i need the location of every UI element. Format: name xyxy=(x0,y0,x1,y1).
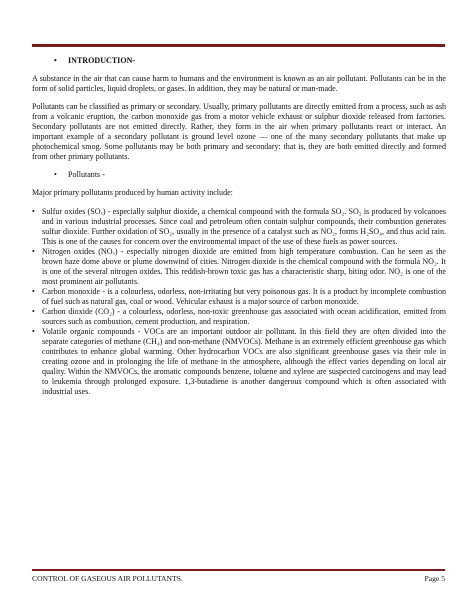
list-item xyxy=(32,247,446,287)
list-item-text: Carbon dioxide (CO₂) - a colourless, odorless, non-toxic greenhouse gas associated with ocean acidification, emitted from sources such as combustion, cement production, and respiration. xyxy=(42,306,446,327)
footer-divider xyxy=(32,569,445,571)
page-footer xyxy=(32,574,445,583)
bullet-icon: • xyxy=(32,306,35,316)
list-item-text: Nitrogen oxides (NOₓ) - especially nitrogen dioxide are emitted from high temperature combustion. Can be seen as the brown haze dome above or plume downwind of cities. Nitrogen dioxide is the chemical compound with the formula NO₂. It is one of the several nitrogen oxides. This reddish-brown toxic gas has a characteristic sharp, biting odor. NO₂ is one of the most prominent air pollutants. xyxy=(42,246,446,286)
pollutant-list xyxy=(32,207,446,398)
heading-text: INTRODUCTION- xyxy=(68,56,136,65)
bullet-icon: • xyxy=(32,327,35,337)
footer-title: CONTROL OF GASEOUS AIR POLLUTANTS. xyxy=(32,574,183,583)
classification-paragraph: Pollutants can be classified as primary or secondary. Usually, primary pollutants are directly emitted from a process, such as ash from a volcanic eruption, the carbon monoxide gas from a motor vehicle exhaust or sulphur dioxide released from factories. Secondary pollutants are not emitted directly. Rather, they form in the air when primary pollutants react or interact. An important example of a secondary pollutant is ground level ozone — one of the many secondary pollutants that make up photochemical smog. Some pollutants may be both primary and secondary: that is, they are both emitted directly and formed from other primary pollutants. xyxy=(32,102,446,162)
bullet-icon: • xyxy=(32,246,35,256)
bullet-icon: • xyxy=(54,170,57,180)
list-item xyxy=(32,207,446,247)
top-divider xyxy=(32,44,445,47)
list-item-text: Carbon monoxide - is a colourless, odorless, non-irritating but very poisonous gas. It is a product by incomplete combustion of fuel such as natural gas, coal or wood. Vehicular exhaust is a major source of carbon monoxide. xyxy=(42,286,446,306)
bullet-icon: • xyxy=(54,56,57,65)
list-item xyxy=(32,327,446,397)
list-item xyxy=(32,307,446,327)
bullet-icon: • xyxy=(32,206,35,216)
pollutants-subheading xyxy=(54,170,446,180)
page-number: Page 5 xyxy=(424,574,445,583)
pollutants-label: Pollutants - xyxy=(68,170,105,180)
list-item-text: Sulfur oxides (SOₓ) - especially sulphur dioxide, a chemical compound with the formula SO₂. SO₂ is produced by volcanoes and in various industrial processes. Since coal and petroleum often contain sulphur compounds, their combustion generates sulfur dioxide. Further oxidation of SO₂, usually in the presence of a catalyst such as NO₂, forms H₂SO₄, and thus acid rain. This is one of the causes for concern over the environmental impact of the use of these fuels as power sources. xyxy=(42,206,446,246)
list-item xyxy=(32,287,446,307)
page-content xyxy=(32,56,446,397)
section-heading xyxy=(54,56,446,66)
intro-paragraph: A substance in the air that can cause harm to humans and the environment is known as an air pollutant. Pollutants can be in the form of solid particles, liquid droplets, or gases. In addition, they may be natural or man-made. xyxy=(32,74,446,94)
list-item-text: Volatile organic compounds - VOCs are an important outdoor air pollutant. In this field they are often divided into the separate categories of methane (CH₄) and non-methane (NMVOCs). Methane is an extremely efficient greenhouse gas which contributes to enhance global warming. Other hydrocarbon VOCs are also significant greenhouse gases via their role in creating ozone and in prolonging the life of methane in the atmosphere, although the effect varies depending on local air quality. Within the NMVOCs, the aromatic compounds benzene, toluene and xylene are suspected carcinogens and may lead to leukemia through prolonged exposure. 1,3-butadiene is another dangerous compound which is often associated with industrial uses. xyxy=(42,327,446,397)
list-intro: Major primary pollutants produced by human activity include: xyxy=(32,188,233,198)
bullet-icon: • xyxy=(32,286,35,296)
